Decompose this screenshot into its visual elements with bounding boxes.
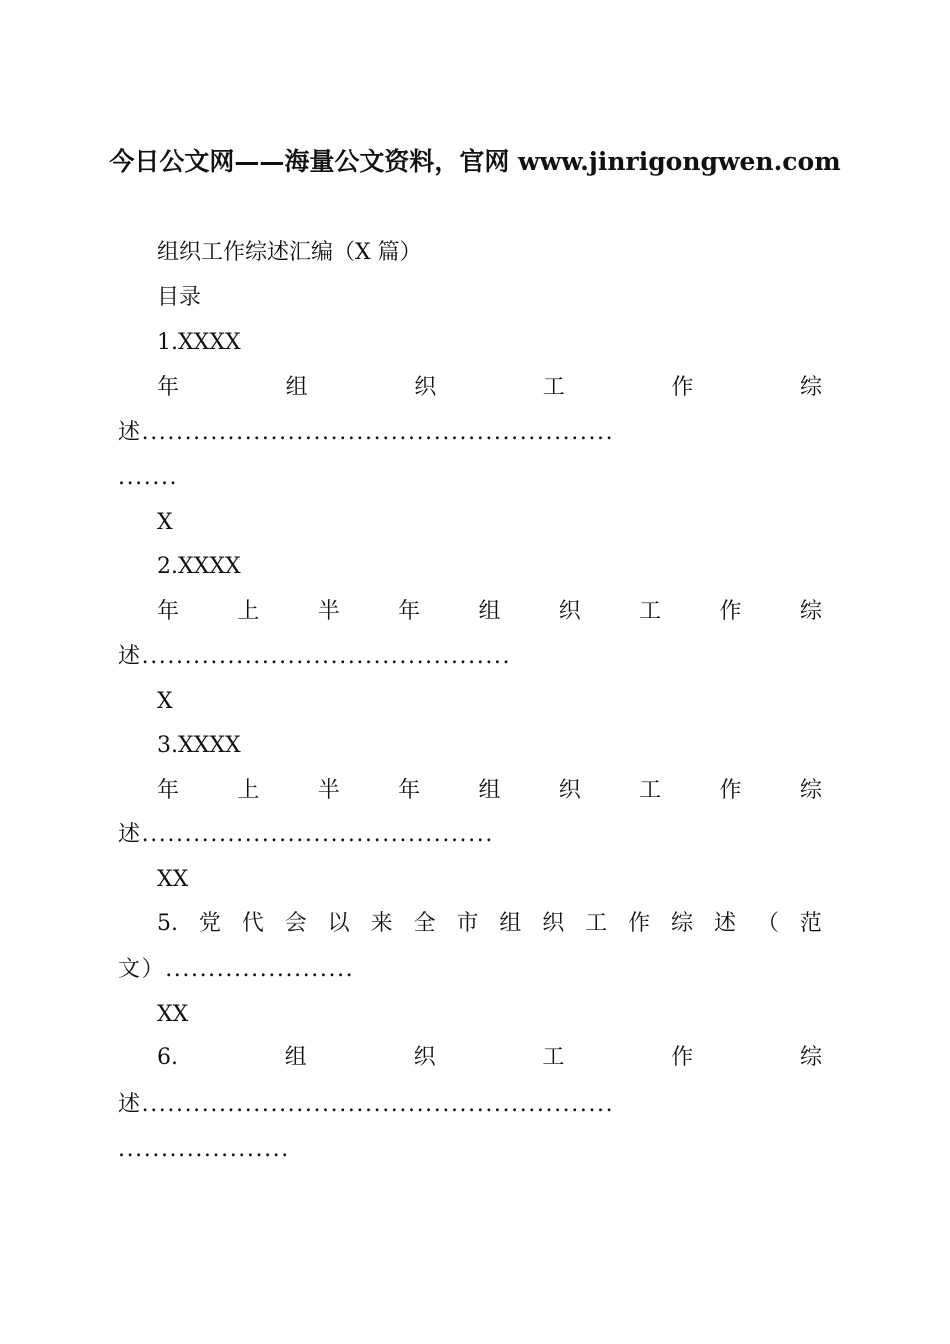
- toc-page-number: XX: [157, 867, 189, 892]
- site-header: 今日公文网——海量公文资料，官网 www.jinrigongwen.com: [109, 147, 841, 176]
- toc-entry-number: 2.XXXX: [157, 554, 241, 579]
- toc-entry-title: 年 上 半 年 组 织 工 作 综: [157, 778, 822, 803]
- toc-entry-title: 年 上 半 年 组 织 工 作 综: [157, 599, 822, 624]
- toc-leader-dots: 述.........................................: [118, 822, 494, 847]
- toc-page-number: X: [157, 689, 173, 714]
- toc-entry-title: 年 组 织 工 作 综: [157, 375, 822, 400]
- toc-page-number: X: [157, 510, 173, 535]
- toc-leader-dots: 述...........................................: [118, 644, 512, 669]
- toc-leader-dots: 述.......................................................: [118, 1092, 615, 1117]
- toc-entry-number: 1.XXXX: [157, 330, 241, 355]
- toc-leader-dots: .......: [118, 465, 179, 490]
- toc-entry-title: 5. 党 代 会 以 来 全 市 组 织 工 作 综 述 （ 范: [157, 911, 822, 936]
- toc-entry-title: 6. 组 织 工 作 综: [157, 1045, 822, 1070]
- toc-entry-number: 3.XXXX: [157, 733, 241, 758]
- toc-heading: 目录: [157, 285, 202, 310]
- toc-leader-dots: ....................: [118, 1137, 290, 1162]
- toc-page-number: XX: [157, 1002, 189, 1027]
- toc-leader-dots: 文）......................: [118, 957, 355, 982]
- toc-leader-dots: 述.......................................................: [118, 420, 615, 445]
- document-title: 组织工作综述汇编（X 篇）: [157, 240, 422, 265]
